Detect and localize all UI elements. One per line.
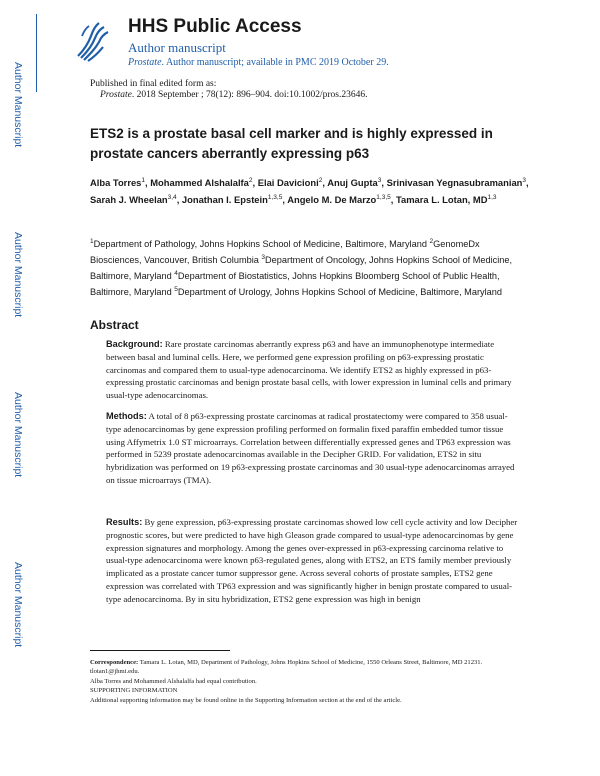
author-manuscript-subtitle: Author manuscript bbox=[128, 40, 226, 55]
author: Elai Davicioni$^2$, bbox=[257, 177, 328, 189]
affiliation: $^3$Department of Oncology, Johns Hopkins School of Medicine, Baltimore, Maryland bbox=[90, 254, 513, 282]
sidebar-label-1: Author Manuscript bbox=[12, 62, 24, 148]
author: Anuj Gupta$^3$, bbox=[327, 177, 387, 189]
results-text: By gene expression, p63-expressing prostate carcinomas showed low cell cycle activity and low Decipher prognostic scores, but were predicted to have high Gleason grade compared to usual-type adenocarcinomas by gene expression signatures and morphology. Among the genes over-expressed in p63-expressing carcinoma relative to usual-type adenocarcinoma were known p63-regulated genes, along with ETS2, an ETS family member previously implicated as a prostate cancer tumor suppressor gene. Across several cohorts of prostate samples, ETS2 gene expression was correlated with TP63 expression and was significantly higher in benign prostate compared to usual-type adenocarcinoma. By in situ hybridization, ETS2 gene expression was high in benign bbox=[106, 517, 518, 604]
sidebar-label-2: Author Manuscript bbox=[12, 232, 24, 318]
affiliation: $^5$Department of Urology, Johns Hopkins School of Medicine, Baltimore, Maryland bbox=[174, 286, 502, 298]
author: Alba Torres$^1$, bbox=[90, 177, 151, 189]
methods-text: A total of 8 p63-expressing prostate carcinomas at radical prostatectomy were compared to 358 usual-type adenocarcinomas by gene expression profiling performed on formalin fixed paraffin embedded tumor tissue using Affymetrix 1.0 ST microarrays. Correlation between differentially expressed genes and TP63 expression was performed in 5239 prostate adenocarcinomas available in the Decipher GRID. For validation, ETS2 in situ hybridization was performed on 19 p63-expressing prostate carcinomas and 30 usual-type adenocarcinomas arrayed on tissue microarrays (TMA). bbox=[106, 411, 515, 485]
results-label: Results: bbox=[106, 517, 143, 527]
published-in-label: Published in final edited form as: bbox=[90, 79, 217, 89]
citation-line bbox=[100, 90, 367, 100]
sidebar-label-3: Author Manuscript bbox=[12, 392, 24, 478]
background-text: Rare prostate carcinomas aberrantly express p63 and have an immunophenotype intermediate between basal and luminal cells. Here, we performed gene expression profiling on p63-expressing prostatic carcinomas and compared them to usual-type adenocarcinoma. We identify ETS2 as highly expressed in p63-expressing prostatic carcinomas and benign prostate basal cells, with lower expression in luminal cells and primary usual-type adenocarcinomas. bbox=[106, 339, 512, 401]
hhs-eagle-logo-icon bbox=[72, 16, 112, 66]
correspondence-note: Correspondence: Tamara L. Lotan, MD, Department of Pathology, Johns Hopkins School of Medicine, 1550 Orleans Street, Baltimore, MD 21231. tlotan1@jhmi.edu. bbox=[90, 659, 483, 676]
author: Jonathan I. Epstein$^{1,3,5}$, bbox=[181, 194, 288, 206]
citation-journal: Prostate bbox=[100, 90, 132, 100]
author-list bbox=[90, 173, 530, 207]
author: Tamara L. Lotan, MD$^{1,3}$ bbox=[395, 194, 497, 206]
supporting-info-note: Additional supporting information may be found online in the Supporting Information section at the end of the article. bbox=[90, 696, 402, 704]
background-label: Background: bbox=[106, 339, 163, 349]
author: Angelo M. De Marzo$^{1,3,5}$, bbox=[287, 194, 396, 206]
availability-text: . Author manuscript; available in PMC 2019 October 29. bbox=[161, 57, 389, 68]
equal-contribution-note: Alba Torres and Mohammed Alshalalfa had equal contribution. bbox=[90, 677, 257, 685]
affiliation: $^1$Department of Pathology, Johns Hopkins School of Medicine, Baltimore, Maryland bbox=[90, 238, 430, 250]
sidebar-rule bbox=[36, 14, 37, 92]
footnote-rule bbox=[90, 650, 230, 651]
abstract-methods bbox=[106, 410, 520, 487]
citation-text: . 2018 September ; 78(12): 896–904. doi:10.1002/pros.23646. bbox=[131, 90, 368, 100]
abstract-heading: Abstract bbox=[90, 318, 139, 332]
journal-name: Prostate bbox=[128, 57, 162, 68]
abstract-background bbox=[106, 338, 520, 402]
article-title: ETS2 is a prostate basal cell marker and is highly expressed in prostate cancers aberrantly expressing p63 bbox=[90, 126, 493, 161]
footnotes bbox=[90, 658, 530, 705]
abstract-results bbox=[106, 516, 520, 606]
sidebar-label-4: Author Manuscript bbox=[12, 562, 24, 648]
methods-label: Methods: bbox=[106, 411, 147, 421]
hhs-public-access-title: HHS Public Access bbox=[128, 16, 302, 37]
author: Srinivasan Yegnasubramanian$^3$, bbox=[386, 177, 529, 189]
supporting-info-heading: SUPPORTING INFORMATION bbox=[90, 687, 178, 695]
author: Mohammed Alshalalfa$^2$, bbox=[150, 177, 258, 189]
author: Sarah J. Wheelan$^{3,4}$, bbox=[90, 194, 182, 206]
affiliation: $^4$Department of Biostatistics, Johns Hopkins Bloomberg School of Public Health, Baltimore, Maryland bbox=[90, 270, 500, 298]
availability-line bbox=[128, 57, 389, 68]
affiliation-list bbox=[90, 235, 530, 299]
affiliation: $^2$GenomeDx Biosciences, Vancouver, British Columbia bbox=[90, 238, 480, 266]
